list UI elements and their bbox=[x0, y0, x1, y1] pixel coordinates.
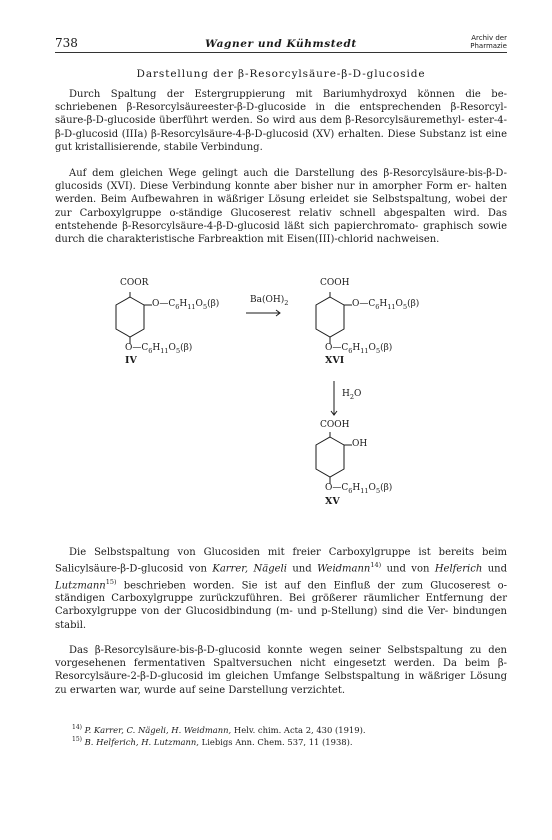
footnote-14-source: Helv. chim. Acta bbox=[233, 724, 304, 735]
footnote-ref-14[interactable]: 14) bbox=[370, 561, 382, 570]
footnote-15-authors: B. Helferich, H. Lutzmann, bbox=[84, 736, 199, 747]
iv-top-group: COOR bbox=[120, 278, 149, 288]
footnote-ref-15[interactable]: 15) bbox=[105, 577, 117, 586]
reaction-scheme bbox=[100, 278, 460, 543]
header-rule bbox=[55, 52, 507, 53]
scheme-lines bbox=[100, 283, 460, 543]
section-title: Darstellung der β-Resorcylsäure-β-D-glucoside bbox=[136, 68, 426, 80]
xv-bottom-group: $O—C_6H_{11}O_5(\beta)$ bbox=[325, 483, 393, 495]
running-title-authors: Wagner und Kühmstedt bbox=[205, 38, 357, 50]
xvi-side-group: $O—C_6H_{11}O_5(\beta)$ bbox=[352, 299, 420, 311]
author-karrer-naegeli: Karrer, Nägeli bbox=[212, 563, 287, 575]
paragraph-3-text-2: und bbox=[286, 563, 318, 575]
footnote-15-source: Liebigs Ann. Chem. bbox=[201, 736, 285, 747]
paragraph-4: Das β-Resorcylsäure-bis-β-D-glucosid konnte wegen seiner Selbstspaltung zu den vorgesehenen fermentativen Spaltversuchen nicht eingesetzt werden. Da beim β- Resorcylsäure-2-β-D-glucosid im gleichen Umfange Selbstspaltung in wäßriger Lösung zu erwarten war, wurde auf seine Darstellung verzichtet. bbox=[55, 645, 507, 696]
reagent-water: $H_2O$ bbox=[342, 389, 362, 401]
page-number: 738 bbox=[55, 36, 78, 50]
footnote-14-detail: 2, 430 (1919). bbox=[305, 724, 366, 735]
journal-name-line2: Pharmazie bbox=[470, 42, 507, 50]
paragraph-3-text-1: Die Selbstspaltung von Glucosiden mit freier Carboxylgruppe ist bereits beim Salicylsäure-β-D-glucosid von bbox=[55, 547, 507, 575]
author-lutzmann: Lutzmann bbox=[55, 580, 106, 592]
journal-name-line1: Archiv der bbox=[471, 34, 507, 42]
xvi-top-group: COOH bbox=[320, 278, 350, 288]
xvi-bottom-group: $O—C_6H_{11}O_5(\beta)$ bbox=[325, 343, 393, 355]
footnote-14-authors: P. Karrer, C. Nägeli, H. Weidmann, bbox=[84, 724, 232, 735]
footnote-14-number: 14) bbox=[72, 724, 82, 731]
journal-name bbox=[470, 34, 507, 50]
compound-label-iv: IV bbox=[125, 355, 137, 366]
running-header bbox=[55, 30, 507, 52]
author-helferich: Helferich bbox=[434, 563, 483, 575]
xv-top-group: COOH bbox=[320, 420, 350, 430]
iv-bottom-group: $O—C_6H_{11}O_5(\beta)$ bbox=[125, 343, 193, 355]
paragraph-3-text-4: und bbox=[482, 563, 507, 575]
xv-side-group: OH bbox=[352, 439, 368, 449]
footnote-15 bbox=[72, 734, 502, 748]
benzene-ring-xv bbox=[316, 437, 344, 477]
reagent-bariumhydroxyd: $Ba(OH)_2$ bbox=[250, 295, 289, 307]
benzene-ring-iv bbox=[116, 297, 144, 337]
author-weidmann: Weidmann bbox=[317, 563, 371, 575]
paragraph-3 bbox=[55, 546, 507, 632]
paragraph-3-text-3: und von bbox=[381, 563, 435, 575]
paragraph-1: Durch Spaltung der Estergruppierung mit Bariumhydroxyd können die be- schriebenen β-Resorcylsäureester-β-D-glucoside in die entsprechenden β-Resorcyl- säure-β-D-glucoside überführt werden. So wird aus dem β-Resorcylsäuremethyl- ester-4-β-D-glucosid (IIIa) β-Resorcylsäure-4-β-D-glucosid (XV) erhalten. Diese Substanz ist eine gut kristallisierende, stabile Verbindung. bbox=[55, 89, 507, 153]
benzene-ring-xvi bbox=[316, 297, 344, 337]
footnote-15-number: 15) bbox=[72, 736, 82, 743]
compound-label-xvi: XVI bbox=[325, 355, 345, 366]
footnote-15-detail: 537, 11 (1938). bbox=[287, 736, 353, 747]
iv-side-group: $O—C_6H_{11}O_5(\beta)$ bbox=[152, 299, 220, 311]
compound-label-xv: XV bbox=[325, 496, 340, 507]
paragraph-2: Auf dem gleichen Wege gelingt auch die Darstellung des β-Resorcylsäure-bis-β-D- glucosids (XVI). Diese Verbindung konnte aber bisher nur in amorpher Form er- halten werden. Beim Aufbewahren in wäßriger Lösung erleidet sie Selbstspaltung, wobei der zur Carboxylgruppe o-ständige Glucoserest relativ schnell abgespalten wird. Das entstehende β-Resorcylsäure-4-β-D-glucosid läßt sich papierchromato- graphisch sowie durch die charakteristische Farbreaktion mit Eisen(III)-chlorid nachweisen. bbox=[55, 168, 507, 246]
paragraph-3-text-5: beschrieben worden. Sie ist auf den Einfluß der zum Glucoserest o-ständigen Carboxylgruppe zurückzuführen. Bei größerer räumlicher Entfernung der Carboxylgruppe von der Glucosidbindung (m- und p-Stellung) sind die Ver- bindungen stabil. bbox=[55, 580, 507, 631]
